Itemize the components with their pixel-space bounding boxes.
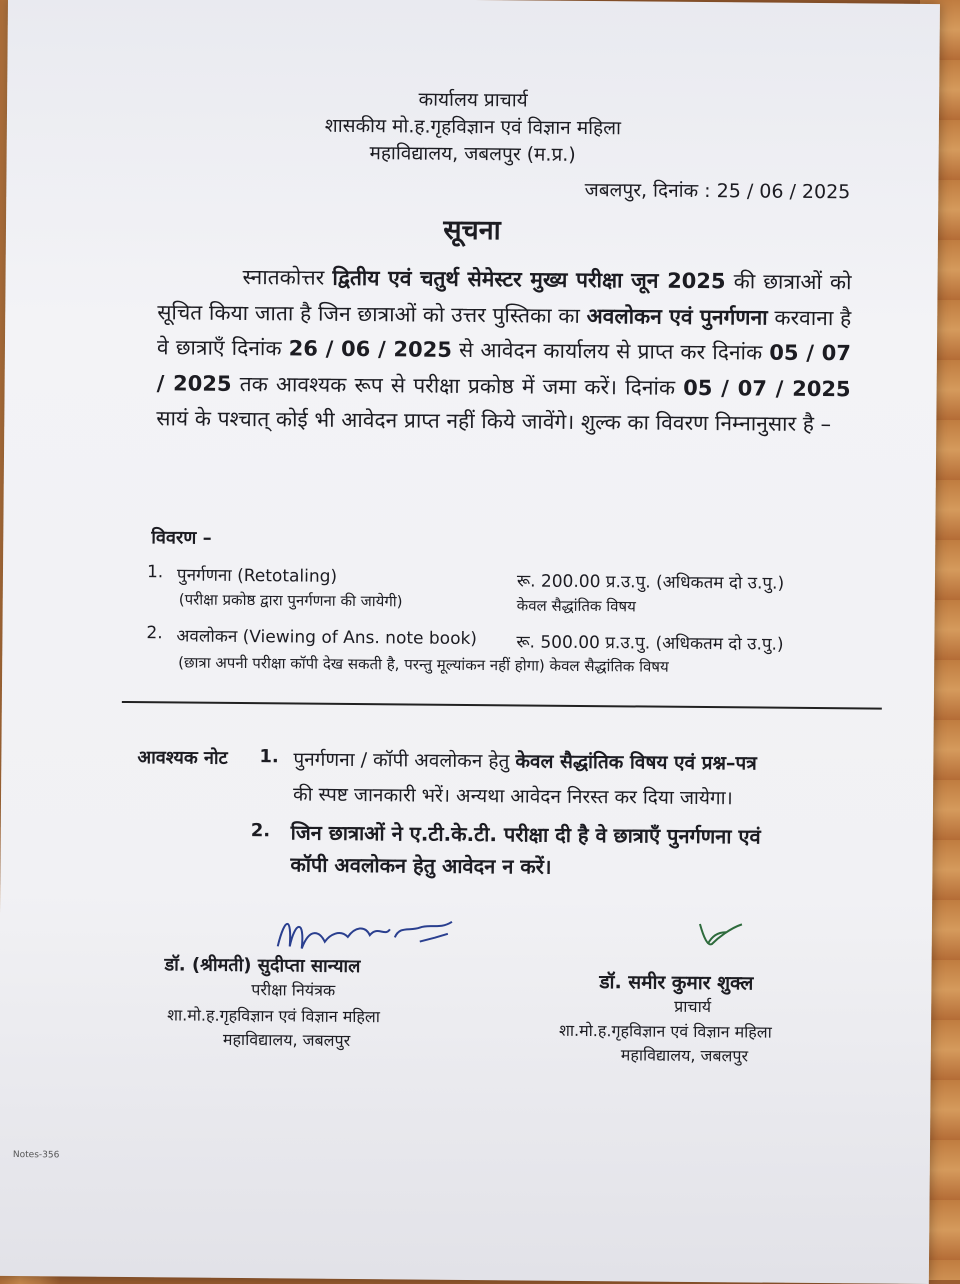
exam-name: द्वितीय एवं चतुर्थ सेमेस्टर मुख्य परीक्षा जून 2025 bbox=[332, 265, 726, 294]
notice-title: सूचना bbox=[443, 214, 501, 247]
body-text-3: करवाना है वे छात्राएँ दिनांक bbox=[156, 305, 852, 361]
body-text-2: की छात्राओं को सूचित किया जाता है जिन छात्राओं को उत्तर पुस्तिका का bbox=[157, 269, 852, 328]
note-1-line-1 bbox=[293, 745, 757, 775]
item-2-fee: रू. 500.00 प्र.उ.पु. (अधिकतम दो उ.पु.) bbox=[516, 632, 784, 655]
end-date: 05 / 07 / 2025 bbox=[156, 340, 852, 396]
note-1-line-2: की स्पष्ट जानकारी भरें। अन्यथा आवेदन निरस्त कर दिया जायेगा। bbox=[292, 783, 733, 810]
right-signatory-org-2: महाविद्यालय, जबलपुर bbox=[620, 1045, 749, 1066]
note-1-text-a: पुनर्गणना / कॉपी अवलोकन हेतु bbox=[293, 748, 516, 773]
note-2-number: 2. bbox=[250, 820, 271, 842]
item-2-note: (छात्रा अपनी परीक्षा कॉपी देख सकती है, परन्तु मूल्यांकन नहीं होगा) केवल सैद्धांतिक विषय bbox=[178, 653, 669, 676]
notes-heading: आवश्यक नोट bbox=[137, 747, 228, 769]
service-name: अवलोकन एवं पुनर्गणना bbox=[586, 303, 768, 330]
item-2-label: अवलोकन (Viewing of Ans. note book) bbox=[176, 626, 478, 650]
left-signatory-name: डॉ. (श्रीमती) सुदीप्ता सान्याल bbox=[164, 954, 361, 978]
left-signatory-org-2: महाविद्यालय, जबलपुर bbox=[222, 1029, 351, 1050]
notice-body bbox=[156, 259, 852, 443]
college-location-line: महाविद्यालय, जबलपुर (म.प्र.) bbox=[369, 142, 576, 166]
item-1-note: (परीक्षा प्रकोष्ठ द्वारा पुनर्गणना की जायेगी) bbox=[178, 590, 403, 611]
right-signatory-name: डॉ. समीर कुमार शुक्ल bbox=[599, 971, 754, 995]
office-line: कार्यालय प्राचार्य bbox=[418, 88, 528, 112]
body-text-1: स्नातकोत्तर bbox=[242, 264, 333, 290]
item-2-number: 2. bbox=[146, 623, 163, 644]
note-1-number: 1. bbox=[259, 746, 279, 768]
item-1-label: पुनर्गणना (Retotaling) bbox=[176, 565, 338, 587]
item-1-number: 1. bbox=[146, 562, 164, 583]
details-heading: विवरण – bbox=[151, 527, 212, 549]
divider-line bbox=[122, 701, 882, 710]
note-1-text-b: केवल सैद्धांतिक विषय एवं प्रश्न–पत्र bbox=[515, 750, 757, 775]
body-text-6: सायं के पश्चात् कोई भी आवेदन प्राप्त नहीं किये जावेंगे। शुल्क का विवरण निम्नानुसार है – bbox=[156, 406, 832, 437]
deadline-date: 05 / 07 / 2025 bbox=[683, 375, 851, 401]
left-signatory-org-1: शा.मो.ह.गृहविज्ञान एवं विज्ञान महिला bbox=[167, 1005, 381, 1027]
item-1-subject: केवल सैद्धांतिक विषय bbox=[516, 596, 636, 616]
item-1-fee: रू. 200.00 प्र.उ.पु. (अधिकतम दो उ.पु.) bbox=[516, 571, 785, 594]
college-name-line: शासकीय मो.ह.गृहविज्ञान एवं विज्ञान महिला bbox=[324, 114, 622, 140]
footer-mark: Notes-356 bbox=[12, 1150, 60, 1161]
right-signatory-org-1: शा.मो.ह.गृहविज्ञान एवं विज्ञान महिला bbox=[558, 1020, 772, 1042]
body-text-5: तक आवश्यक रूप से परीक्षा प्रकोष्ठ में जमा करें। दिनांक bbox=[231, 371, 684, 400]
body-text-4: से आवेदन कार्यालय से प्राप्त कर दिनांक bbox=[451, 337, 770, 365]
note-2-line-1: जिन छात्राओं ने ए.टी.के.टी. परीक्षा दी है वे छात्राएँ पुनर्गणना एवं bbox=[290, 820, 761, 849]
date-line: जबलपुर, दिनांक : 25 / 06 / 2025 bbox=[584, 178, 851, 204]
left-signatory-designation: परीक्षा नियंत्रक bbox=[251, 980, 336, 1000]
start-date: 26 / 06 / 2025 bbox=[288, 336, 453, 362]
right-signatory-designation: प्राचार्य bbox=[674, 996, 712, 1017]
note-2-line-2: कॉपी अवलोकन हेतु आवेदन न करें। bbox=[290, 852, 552, 879]
signature-right-scribble bbox=[690, 914, 750, 955]
